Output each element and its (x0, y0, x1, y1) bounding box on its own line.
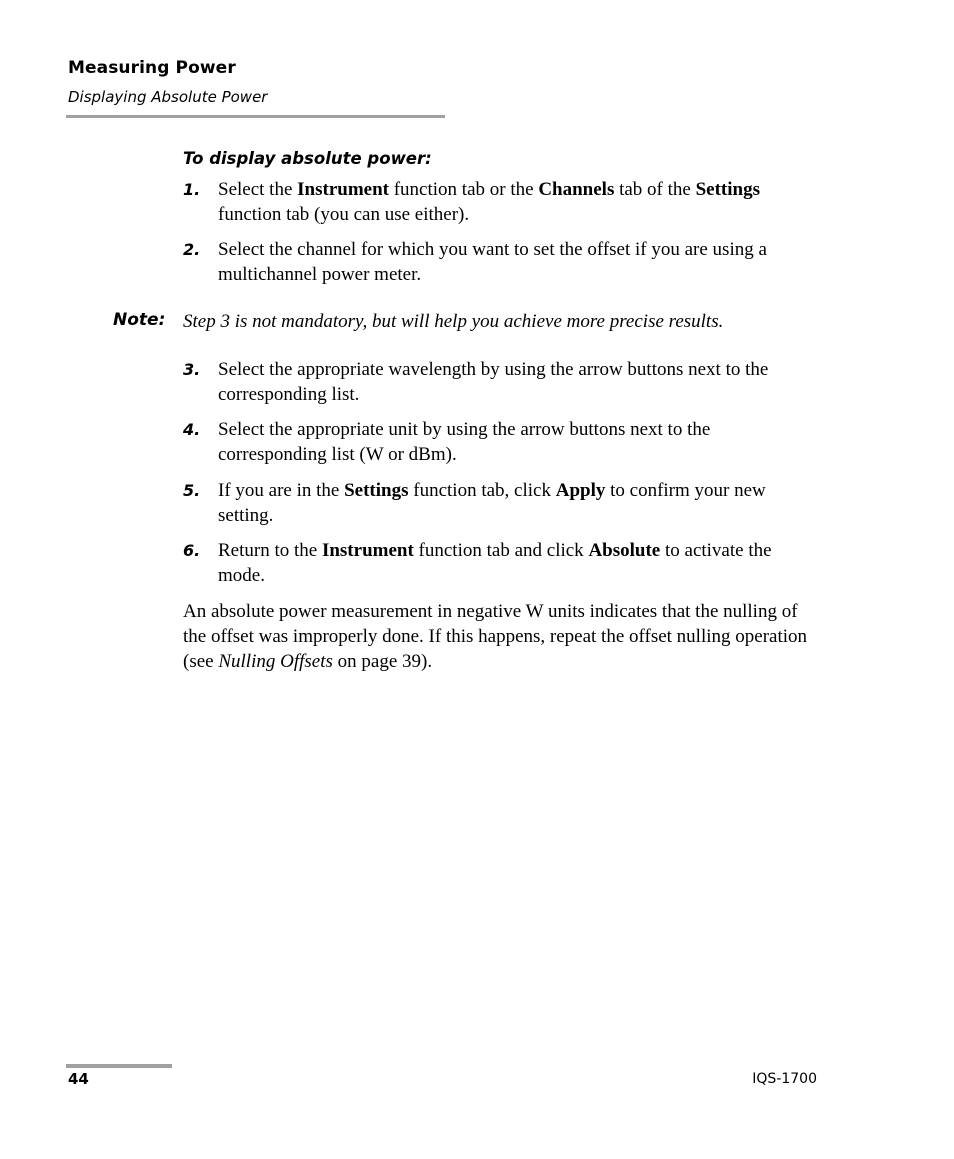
document-id: IQS-1700 (752, 1071, 817, 1087)
chapter-title: Measuring Power (68, 58, 236, 78)
step-text: Select the Instrument function tab or the Channels tab of the Settings function tab (you can use either). (218, 179, 761, 225)
step-number: 1. (183, 180, 201, 199)
step-number: 6. (183, 541, 201, 560)
footer-rule (66, 1064, 172, 1068)
step-text: If you are in the Settings function tab, click Apply to confirm your new setting. (218, 480, 766, 526)
step-text: Select the appropriate wavelength by using the arrow buttons next to the corresponding list. (218, 359, 769, 405)
step-text: Select the channel for which you want to set the offset if you are using a multichannel power meter. (218, 239, 767, 285)
step-number: 4. (183, 420, 201, 439)
step-number: 2. (183, 240, 201, 259)
procedure-title: To display absolute power: (183, 149, 432, 168)
cross-reference-link[interactable]: Nulling Offsets (218, 651, 333, 672)
section-title: Displaying Absolute Power (68, 88, 268, 106)
step-text: Select the appropriate unit by using the arrow buttons next to the corresponding list (W or dBm). (218, 419, 711, 465)
step-number: 3. (183, 360, 201, 379)
header-rule (66, 115, 445, 118)
step-text: Return to the Instrument function tab and click Absolute to activate the mode. (218, 540, 772, 586)
note-label: Note: (113, 310, 166, 330)
page-number: 44 (68, 1070, 89, 1088)
note-text: Step 3 is not mandatory, but will help you achieve more precise results. (183, 311, 724, 332)
body-paragraph: An absolute power measurement in negative W units indicates that the nulling of the offset was improperly done. If this happens, repeat the offset nulling operation (see Nulling Offsets on page 39). (183, 601, 808, 672)
step-number: 5. (183, 481, 201, 500)
